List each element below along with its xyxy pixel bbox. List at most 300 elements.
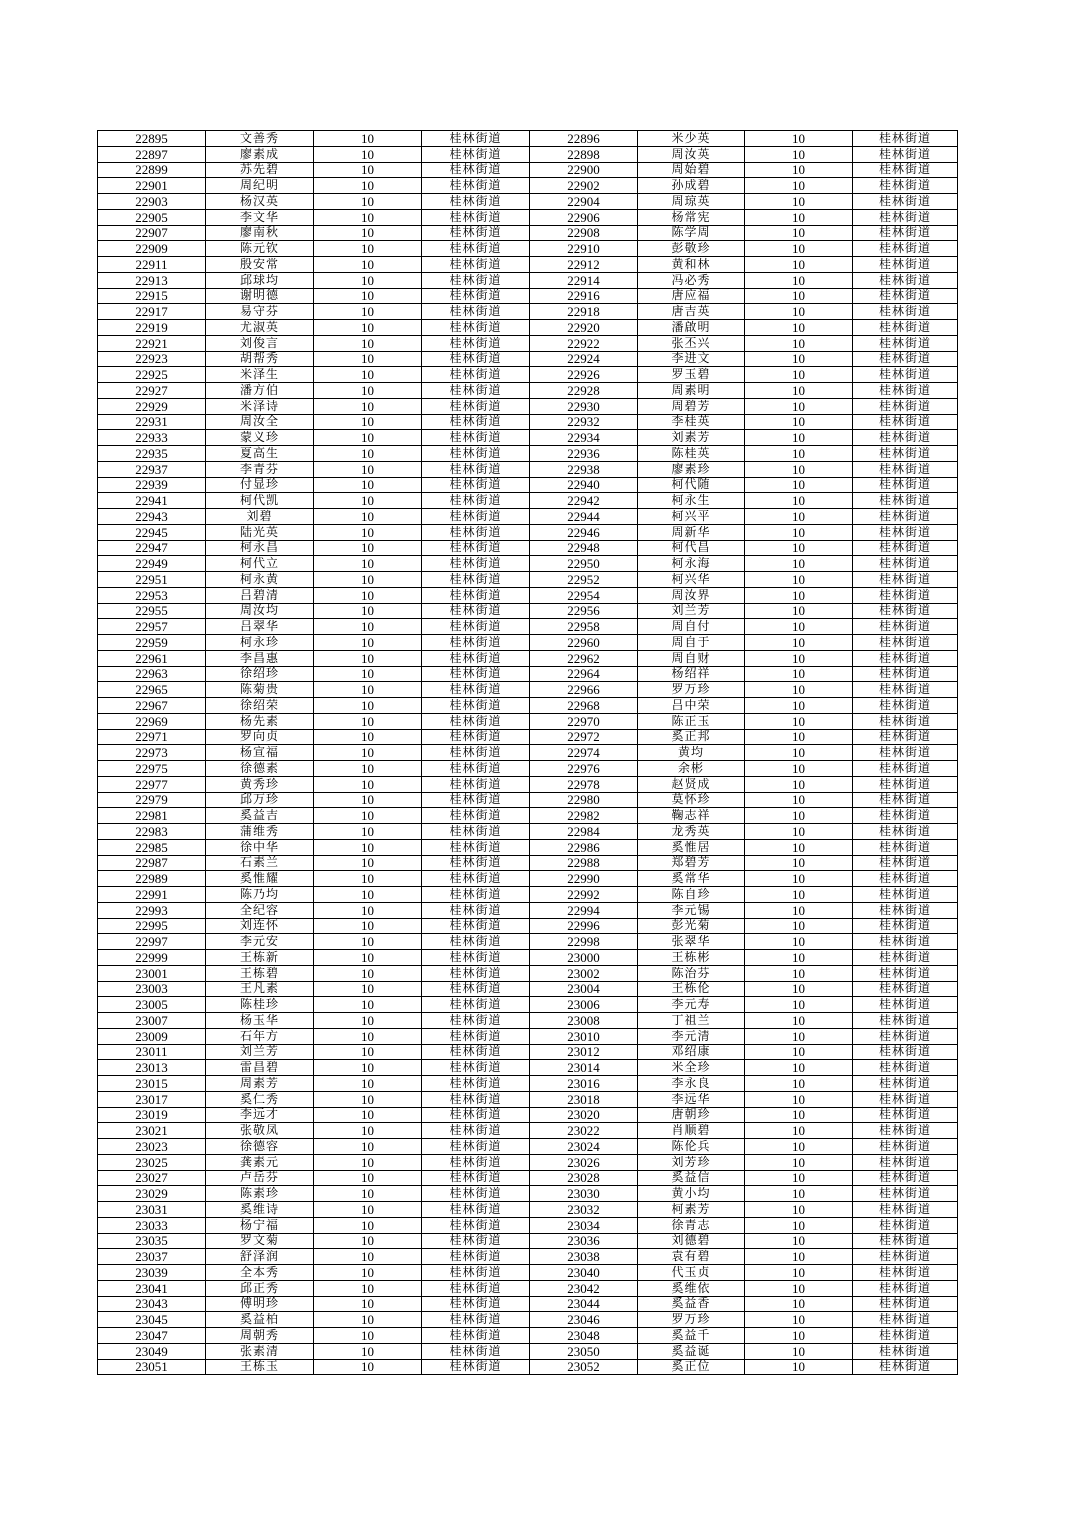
street-cell: 桂林街道 (853, 509, 958, 525)
name-cell: 柯代昌 (638, 540, 745, 556)
name-cell: 柯永昌 (206, 540, 314, 556)
street-cell: 桂林街道 (422, 902, 530, 918)
name-cell: 陈治芬 (638, 965, 745, 981)
record-number-cell: 22963 (98, 666, 206, 682)
amount-cell: 10 (745, 430, 853, 446)
amount-cell: 10 (314, 556, 422, 572)
table-row (98, 761, 958, 777)
record-number-cell: 23049 (98, 1343, 206, 1359)
street-cell: 桂林街道 (853, 1044, 958, 1060)
table-row (98, 556, 958, 572)
record-number-cell: 22960 (530, 635, 638, 651)
name-cell: 王栋彬 (638, 950, 745, 966)
name-cell: 唐朝珍 (638, 1107, 745, 1123)
amount-cell: 10 (745, 587, 853, 603)
name-cell: 吕中荣 (638, 698, 745, 714)
name-cell: 奚正邦 (638, 729, 745, 745)
name-cell: 张丕兴 (638, 335, 745, 351)
table-row (98, 1139, 958, 1155)
amount-cell: 10 (314, 650, 422, 666)
amount-cell: 10 (745, 446, 853, 462)
name-cell: 徐青志 (638, 1217, 745, 1233)
street-cell: 桂林街道 (422, 1265, 530, 1281)
amount-cell: 10 (745, 1091, 853, 1107)
street-cell: 桂林街道 (422, 603, 530, 619)
name-cell: 李元寿 (638, 997, 745, 1013)
record-number-cell: 23017 (98, 1091, 206, 1107)
street-cell: 桂林街道 (422, 792, 530, 808)
table-row (98, 776, 958, 792)
record-number-cell: 22934 (530, 430, 638, 446)
street-cell: 桂林街道 (853, 981, 958, 997)
name-cell: 易守芬 (206, 304, 314, 320)
name-cell: 李元锡 (638, 902, 745, 918)
table-row (98, 304, 958, 320)
street-cell: 桂林街道 (853, 257, 958, 273)
record-number-cell: 23008 (530, 1013, 638, 1029)
street-cell: 桂林街道 (422, 477, 530, 493)
record-number-cell: 22895 (98, 131, 206, 147)
record-number-cell: 22900 (530, 162, 638, 178)
name-cell: 周汝界 (638, 587, 745, 603)
table-row (98, 824, 958, 840)
name-cell: 黄秀珍 (206, 776, 314, 792)
amount-cell: 10 (314, 446, 422, 462)
amount-cell: 10 (745, 477, 853, 493)
street-cell: 桂林街道 (422, 461, 530, 477)
amount-cell: 10 (314, 1343, 422, 1359)
amount-cell: 10 (745, 194, 853, 210)
amount-cell: 10 (314, 1154, 422, 1170)
street-cell: 桂林街道 (422, 1107, 530, 1123)
amount-cell: 10 (314, 1170, 422, 1186)
name-cell: 谢明德 (206, 288, 314, 304)
record-number-cell: 23001 (98, 965, 206, 981)
name-cell: 冯必秀 (638, 272, 745, 288)
amount-cell: 10 (314, 1233, 422, 1249)
street-cell: 桂林街道 (422, 524, 530, 540)
amount-cell: 10 (745, 934, 853, 950)
record-number-cell: 22913 (98, 272, 206, 288)
street-cell: 桂林街道 (422, 855, 530, 871)
table-row (98, 194, 958, 210)
name-cell: 刘德碧 (638, 1233, 745, 1249)
street-cell: 桂林街道 (853, 1170, 958, 1186)
street-cell: 桂林街道 (422, 1186, 530, 1202)
street-cell: 桂林街道 (853, 1343, 958, 1359)
name-cell: 李元清 (638, 1028, 745, 1044)
street-cell: 桂林街道 (853, 131, 958, 147)
amount-cell: 10 (314, 698, 422, 714)
record-number-cell: 22985 (98, 839, 206, 855)
name-cell: 奚益信 (638, 1170, 745, 1186)
table-row (98, 414, 958, 430)
street-cell: 桂林街道 (422, 320, 530, 336)
name-cell: 石素兰 (206, 855, 314, 871)
street-cell: 桂林街道 (422, 871, 530, 887)
record-number-cell: 23009 (98, 1028, 206, 1044)
amount-cell: 10 (314, 1328, 422, 1344)
record-number-cell: 22921 (98, 335, 206, 351)
table-row (98, 540, 958, 556)
amount-cell: 10 (314, 1359, 422, 1375)
street-cell: 桂林街道 (422, 745, 530, 761)
amount-cell: 10 (314, 776, 422, 792)
amount-cell: 10 (314, 572, 422, 588)
amount-cell: 10 (314, 1028, 422, 1044)
street-cell: 桂林街道 (422, 934, 530, 950)
street-cell: 桂林街道 (422, 225, 530, 241)
amount-cell: 10 (745, 146, 853, 162)
name-cell: 周汝英 (638, 146, 745, 162)
amount-cell: 10 (314, 761, 422, 777)
record-number-cell: 23048 (530, 1328, 638, 1344)
name-cell: 李永良 (638, 1076, 745, 1092)
street-cell: 桂林街道 (422, 288, 530, 304)
table-row (98, 131, 958, 147)
amount-cell: 10 (745, 1359, 853, 1375)
table-row (98, 1359, 958, 1375)
amount-cell: 10 (314, 1139, 422, 1155)
record-number-cell: 22951 (98, 572, 206, 588)
amount-cell: 10 (314, 934, 422, 950)
street-cell: 桂林街道 (853, 461, 958, 477)
record-number-cell: 22953 (98, 587, 206, 603)
name-cell: 杨绍祥 (638, 666, 745, 682)
table-row (98, 1343, 958, 1359)
street-cell: 桂林街道 (853, 383, 958, 399)
street-cell: 桂林街道 (422, 1312, 530, 1328)
table-row (98, 1076, 958, 1092)
table-row (98, 461, 958, 477)
name-cell: 杨玉华 (206, 1013, 314, 1029)
amount-cell: 10 (314, 619, 422, 635)
name-cell: 赵贤成 (638, 776, 745, 792)
amount-cell: 10 (745, 1233, 853, 1249)
record-number-cell: 23031 (98, 1202, 206, 1218)
street-cell: 桂林街道 (853, 320, 958, 336)
amount-cell: 10 (745, 761, 853, 777)
record-number-cell: 23023 (98, 1139, 206, 1155)
name-cell: 代玉贞 (638, 1265, 745, 1281)
record-number-cell: 23020 (530, 1107, 638, 1123)
name-cell: 徐德容 (206, 1139, 314, 1155)
table-row (98, 1265, 958, 1281)
street-cell: 桂林街道 (422, 1123, 530, 1139)
street-cell: 桂林街道 (853, 635, 958, 651)
amount-cell: 10 (745, 288, 853, 304)
record-number-cell: 22958 (530, 619, 638, 635)
name-cell: 奚益吉 (206, 808, 314, 824)
name-cell: 奚正位 (638, 1359, 745, 1375)
street-cell: 桂林街道 (853, 1359, 958, 1375)
table-row (98, 272, 958, 288)
record-number-cell: 22971 (98, 729, 206, 745)
amount-cell: 10 (314, 320, 422, 336)
record-number-cell: 23034 (530, 1217, 638, 1233)
name-cell: 杨汉英 (206, 194, 314, 210)
table-row (98, 855, 958, 871)
table-row (98, 146, 958, 162)
amount-cell: 10 (745, 257, 853, 273)
name-cell: 陈元钦 (206, 241, 314, 257)
record-number-cell: 22918 (530, 304, 638, 320)
name-cell: 陈乃均 (206, 887, 314, 903)
record-number-cell: 22925 (98, 367, 206, 383)
record-number-cell: 23044 (530, 1296, 638, 1312)
street-cell: 桂林街道 (422, 178, 530, 194)
amount-cell: 10 (314, 745, 422, 761)
street-cell: 桂林街道 (422, 713, 530, 729)
table-row (98, 997, 958, 1013)
table-row (98, 320, 958, 336)
amount-cell: 10 (745, 304, 853, 320)
record-number-cell: 22909 (98, 241, 206, 257)
street-cell: 桂林街道 (853, 1139, 958, 1155)
amount-cell: 10 (745, 398, 853, 414)
name-cell: 米泽诗 (206, 398, 314, 414)
record-number-cell: 22932 (530, 414, 638, 430)
street-cell: 桂林街道 (422, 162, 530, 178)
record-number-cell: 23024 (530, 1139, 638, 1155)
name-cell: 陈伦兵 (638, 1139, 745, 1155)
street-cell: 桂林街道 (853, 997, 958, 1013)
record-number-cell: 22961 (98, 650, 206, 666)
table-row (98, 587, 958, 603)
table-row (98, 682, 958, 698)
table-row (98, 1233, 958, 1249)
record-number-cell: 22901 (98, 178, 206, 194)
amount-cell: 10 (745, 808, 853, 824)
amount-cell: 10 (745, 162, 853, 178)
name-cell: 龙秀英 (638, 824, 745, 840)
record-number-cell: 22906 (530, 209, 638, 225)
amount-cell: 10 (745, 493, 853, 509)
street-cell: 桂林街道 (853, 1217, 958, 1233)
street-cell: 桂林街道 (422, 1328, 530, 1344)
record-number-cell: 22984 (530, 824, 638, 840)
street-cell: 桂林街道 (853, 887, 958, 903)
street-cell: 桂林街道 (853, 871, 958, 887)
table-row (98, 335, 958, 351)
name-cell: 陈学周 (638, 225, 745, 241)
name-cell: 廖素珍 (638, 461, 745, 477)
amount-cell: 10 (314, 477, 422, 493)
amount-cell: 10 (745, 965, 853, 981)
amount-cell: 10 (745, 855, 853, 871)
street-cell: 桂林街道 (422, 997, 530, 1013)
street-cell: 桂林街道 (422, 1280, 530, 1296)
record-number-cell: 22928 (530, 383, 638, 399)
amount-cell: 10 (745, 509, 853, 525)
amount-cell: 10 (314, 1296, 422, 1312)
amount-cell: 10 (745, 1296, 853, 1312)
table-row (98, 257, 958, 273)
street-cell: 桂林街道 (422, 619, 530, 635)
amount-cell: 10 (745, 619, 853, 635)
amount-cell: 10 (745, 666, 853, 682)
street-cell: 桂林街道 (853, 1123, 958, 1139)
street-cell: 桂林街道 (422, 587, 530, 603)
amount-cell: 10 (314, 1265, 422, 1281)
table-row (98, 1312, 958, 1328)
table-body (98, 131, 958, 1375)
street-cell: 桂林街道 (853, 1249, 958, 1265)
record-number-cell: 22919 (98, 320, 206, 336)
name-cell: 卢岳芬 (206, 1170, 314, 1186)
amount-cell: 10 (745, 1060, 853, 1076)
street-cell: 桂林街道 (853, 839, 958, 855)
name-cell: 李文华 (206, 209, 314, 225)
table-row (98, 713, 958, 729)
street-cell: 桂林街道 (853, 650, 958, 666)
name-cell: 柯代立 (206, 556, 314, 572)
street-cell: 桂林街道 (422, 1202, 530, 1218)
name-cell: 周素芳 (206, 1076, 314, 1092)
table-row (98, 430, 958, 446)
table-row (98, 745, 958, 761)
table-row (98, 981, 958, 997)
amount-cell: 10 (745, 824, 853, 840)
street-cell: 桂林街道 (853, 194, 958, 210)
name-cell: 周朝秀 (206, 1328, 314, 1344)
record-number-cell: 23040 (530, 1265, 638, 1281)
name-cell: 李远华 (638, 1091, 745, 1107)
street-cell: 桂林街道 (853, 965, 958, 981)
amount-cell: 10 (745, 1265, 853, 1281)
record-number-cell: 23045 (98, 1312, 206, 1328)
amount-cell: 10 (314, 1091, 422, 1107)
name-cell: 柯素芳 (638, 1202, 745, 1218)
name-cell: 彭光菊 (638, 918, 745, 934)
table-row (98, 524, 958, 540)
street-cell: 桂林街道 (853, 367, 958, 383)
name-cell: 刘俊言 (206, 335, 314, 351)
name-cell: 王栋碧 (206, 965, 314, 981)
street-cell: 桂林街道 (853, 398, 958, 414)
record-number-cell: 22976 (530, 761, 638, 777)
table-row (98, 1091, 958, 1107)
amount-cell: 10 (745, 682, 853, 698)
record-number-cell: 23022 (530, 1123, 638, 1139)
street-cell: 桂林街道 (422, 1044, 530, 1060)
name-cell: 石年方 (206, 1028, 314, 1044)
amount-cell: 10 (745, 1170, 853, 1186)
name-cell: 周始碧 (638, 162, 745, 178)
name-cell: 肖顺碧 (638, 1123, 745, 1139)
amount-cell: 10 (745, 1107, 853, 1123)
table-row (98, 808, 958, 824)
street-cell: 桂林街道 (853, 824, 958, 840)
amount-cell: 10 (745, 745, 853, 761)
street-cell: 桂林街道 (853, 1280, 958, 1296)
street-cell: 桂林街道 (422, 367, 530, 383)
record-number-cell: 23000 (530, 950, 638, 966)
record-number-cell: 23051 (98, 1359, 206, 1375)
name-cell: 彭敬珍 (638, 241, 745, 257)
street-cell: 桂林街道 (422, 1296, 530, 1312)
record-number-cell: 23012 (530, 1044, 638, 1060)
record-number-cell: 22969 (98, 713, 206, 729)
table-row (98, 162, 958, 178)
amount-cell: 10 (745, 950, 853, 966)
name-cell: 夏高生 (206, 446, 314, 462)
record-number-cell: 23042 (530, 1280, 638, 1296)
name-cell: 米泽生 (206, 367, 314, 383)
amount-cell: 10 (314, 1123, 422, 1139)
table-row (98, 572, 958, 588)
name-cell: 陈菊贵 (206, 682, 314, 698)
name-cell: 陈正玉 (638, 713, 745, 729)
name-cell: 罗向贞 (206, 729, 314, 745)
table-row (98, 1028, 958, 1044)
record-number-cell: 22994 (530, 902, 638, 918)
record-number-cell: 22997 (98, 934, 206, 950)
name-cell: 奚益柏 (206, 1312, 314, 1328)
amount-cell: 10 (314, 1076, 422, 1092)
record-number-cell: 22990 (530, 871, 638, 887)
street-cell: 桂林街道 (853, 934, 958, 950)
street-cell: 桂林街道 (853, 225, 958, 241)
name-cell: 周碧芳 (638, 398, 745, 414)
name-cell: 李远才 (206, 1107, 314, 1123)
amount-cell: 10 (745, 461, 853, 477)
street-cell: 桂林街道 (422, 351, 530, 367)
street-cell: 桂林街道 (422, 1028, 530, 1044)
name-cell: 张素清 (206, 1343, 314, 1359)
record-number-cell: 22987 (98, 855, 206, 871)
street-cell: 桂林街道 (422, 981, 530, 997)
amount-cell: 10 (745, 997, 853, 1013)
record-number-cell: 22973 (98, 745, 206, 761)
record-number-cell: 22942 (530, 493, 638, 509)
street-cell: 桂林街道 (422, 1091, 530, 1107)
record-number-cell: 22995 (98, 918, 206, 934)
record-number-cell: 22982 (530, 808, 638, 824)
amount-cell: 10 (745, 1044, 853, 1060)
amount-cell: 10 (745, 902, 853, 918)
table-row (98, 1060, 958, 1076)
amount-cell: 10 (314, 713, 422, 729)
amount-cell: 10 (745, 524, 853, 540)
amount-cell: 10 (314, 824, 422, 840)
name-cell: 罗万珍 (638, 1312, 745, 1328)
amount-cell: 10 (314, 304, 422, 320)
street-cell: 桂林街道 (853, 855, 958, 871)
name-cell: 杨常宪 (638, 209, 745, 225)
table-row (98, 1013, 958, 1029)
amount-cell: 10 (745, 351, 853, 367)
street-cell: 桂林街道 (853, 1233, 958, 1249)
amount-cell: 10 (314, 1217, 422, 1233)
record-number-cell: 22988 (530, 855, 638, 871)
name-cell: 黄和林 (638, 257, 745, 273)
name-cell: 周自于 (638, 635, 745, 651)
street-cell: 桂林街道 (422, 446, 530, 462)
amount-cell: 10 (314, 209, 422, 225)
amount-cell: 10 (314, 509, 422, 525)
street-cell: 桂林街道 (853, 1296, 958, 1312)
name-cell: 陈自珍 (638, 887, 745, 903)
record-number-cell: 23013 (98, 1060, 206, 1076)
name-cell: 苏先碧 (206, 162, 314, 178)
record-number-cell: 22929 (98, 398, 206, 414)
name-cell: 邱万珍 (206, 792, 314, 808)
street-cell: 桂林街道 (853, 524, 958, 540)
amount-cell: 10 (314, 902, 422, 918)
street-cell: 桂林街道 (853, 698, 958, 714)
name-cell: 孙成碧 (638, 178, 745, 194)
